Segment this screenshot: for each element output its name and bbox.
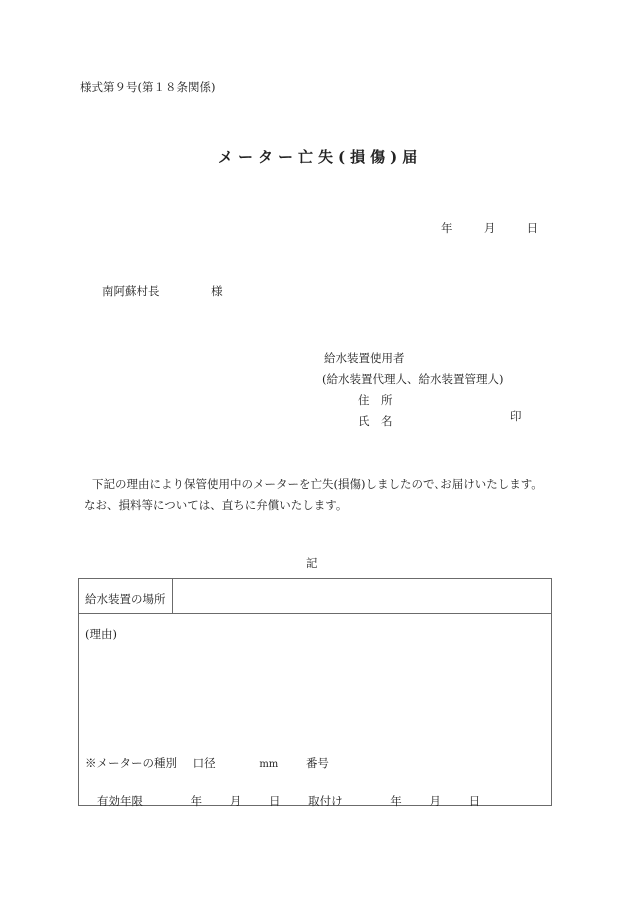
validity-row [97,793,480,809]
validity-month-label: 月 [229,794,242,808]
address-label: 住 所 [358,393,393,407]
meter-type-row [85,755,329,771]
validity-day-label: 日 [268,794,281,808]
applicant-role: 給水装置使用者 [324,351,405,365]
date-day-label: 日 [526,221,539,235]
form-number: 様式第９号(第１８条関係) [80,80,216,94]
date-year-label: 年 [441,221,453,235]
seal-mark: 印 [510,409,522,423]
name-label: 氏 名 [358,414,393,428]
install-year-label: 年 [390,794,402,808]
location-row [79,579,551,614]
addressee [102,286,223,298]
applicant-block [324,348,503,432]
validity-year-label: 年 [190,794,203,808]
ki-heading: 記 [306,556,318,570]
location-label-cell [79,579,173,613]
applicant-role-alt: (給水装置代理人、給水装置管理人) [322,372,504,386]
install-label: 取付け [308,794,343,808]
caliber-unit: mm [259,759,279,770]
body-text-line-2: なお、損料等については、直ちに弁償いたします。 [84,498,348,512]
caliber-label: 口径 [192,756,216,770]
date-month-label: 月 [483,221,496,235]
number-label: 番号 [305,756,329,770]
details-table [78,578,552,806]
validity-label: 有効年限 [97,794,143,808]
location-field[interactable] [173,579,551,613]
body-text-line-1: 下記の理由により保管使用中のメーターを亡失(損傷)しましたので､お届けいたします。 [92,477,543,491]
install-month-label: 月 [429,794,441,808]
date-line [441,223,538,235]
location-label: 給水装置の場所 [85,592,166,606]
meter-type-label: ※メーターの種別 [85,756,177,770]
install-day-label: 日 [468,794,481,808]
document-title: メーター亡失(損傷)届 [218,148,423,166]
reason-label: (理由) [85,627,117,641]
addressee-name: 南阿蘇村長 [102,284,160,298]
body-text [84,474,562,516]
addressee-honorific: 様 [211,284,223,298]
